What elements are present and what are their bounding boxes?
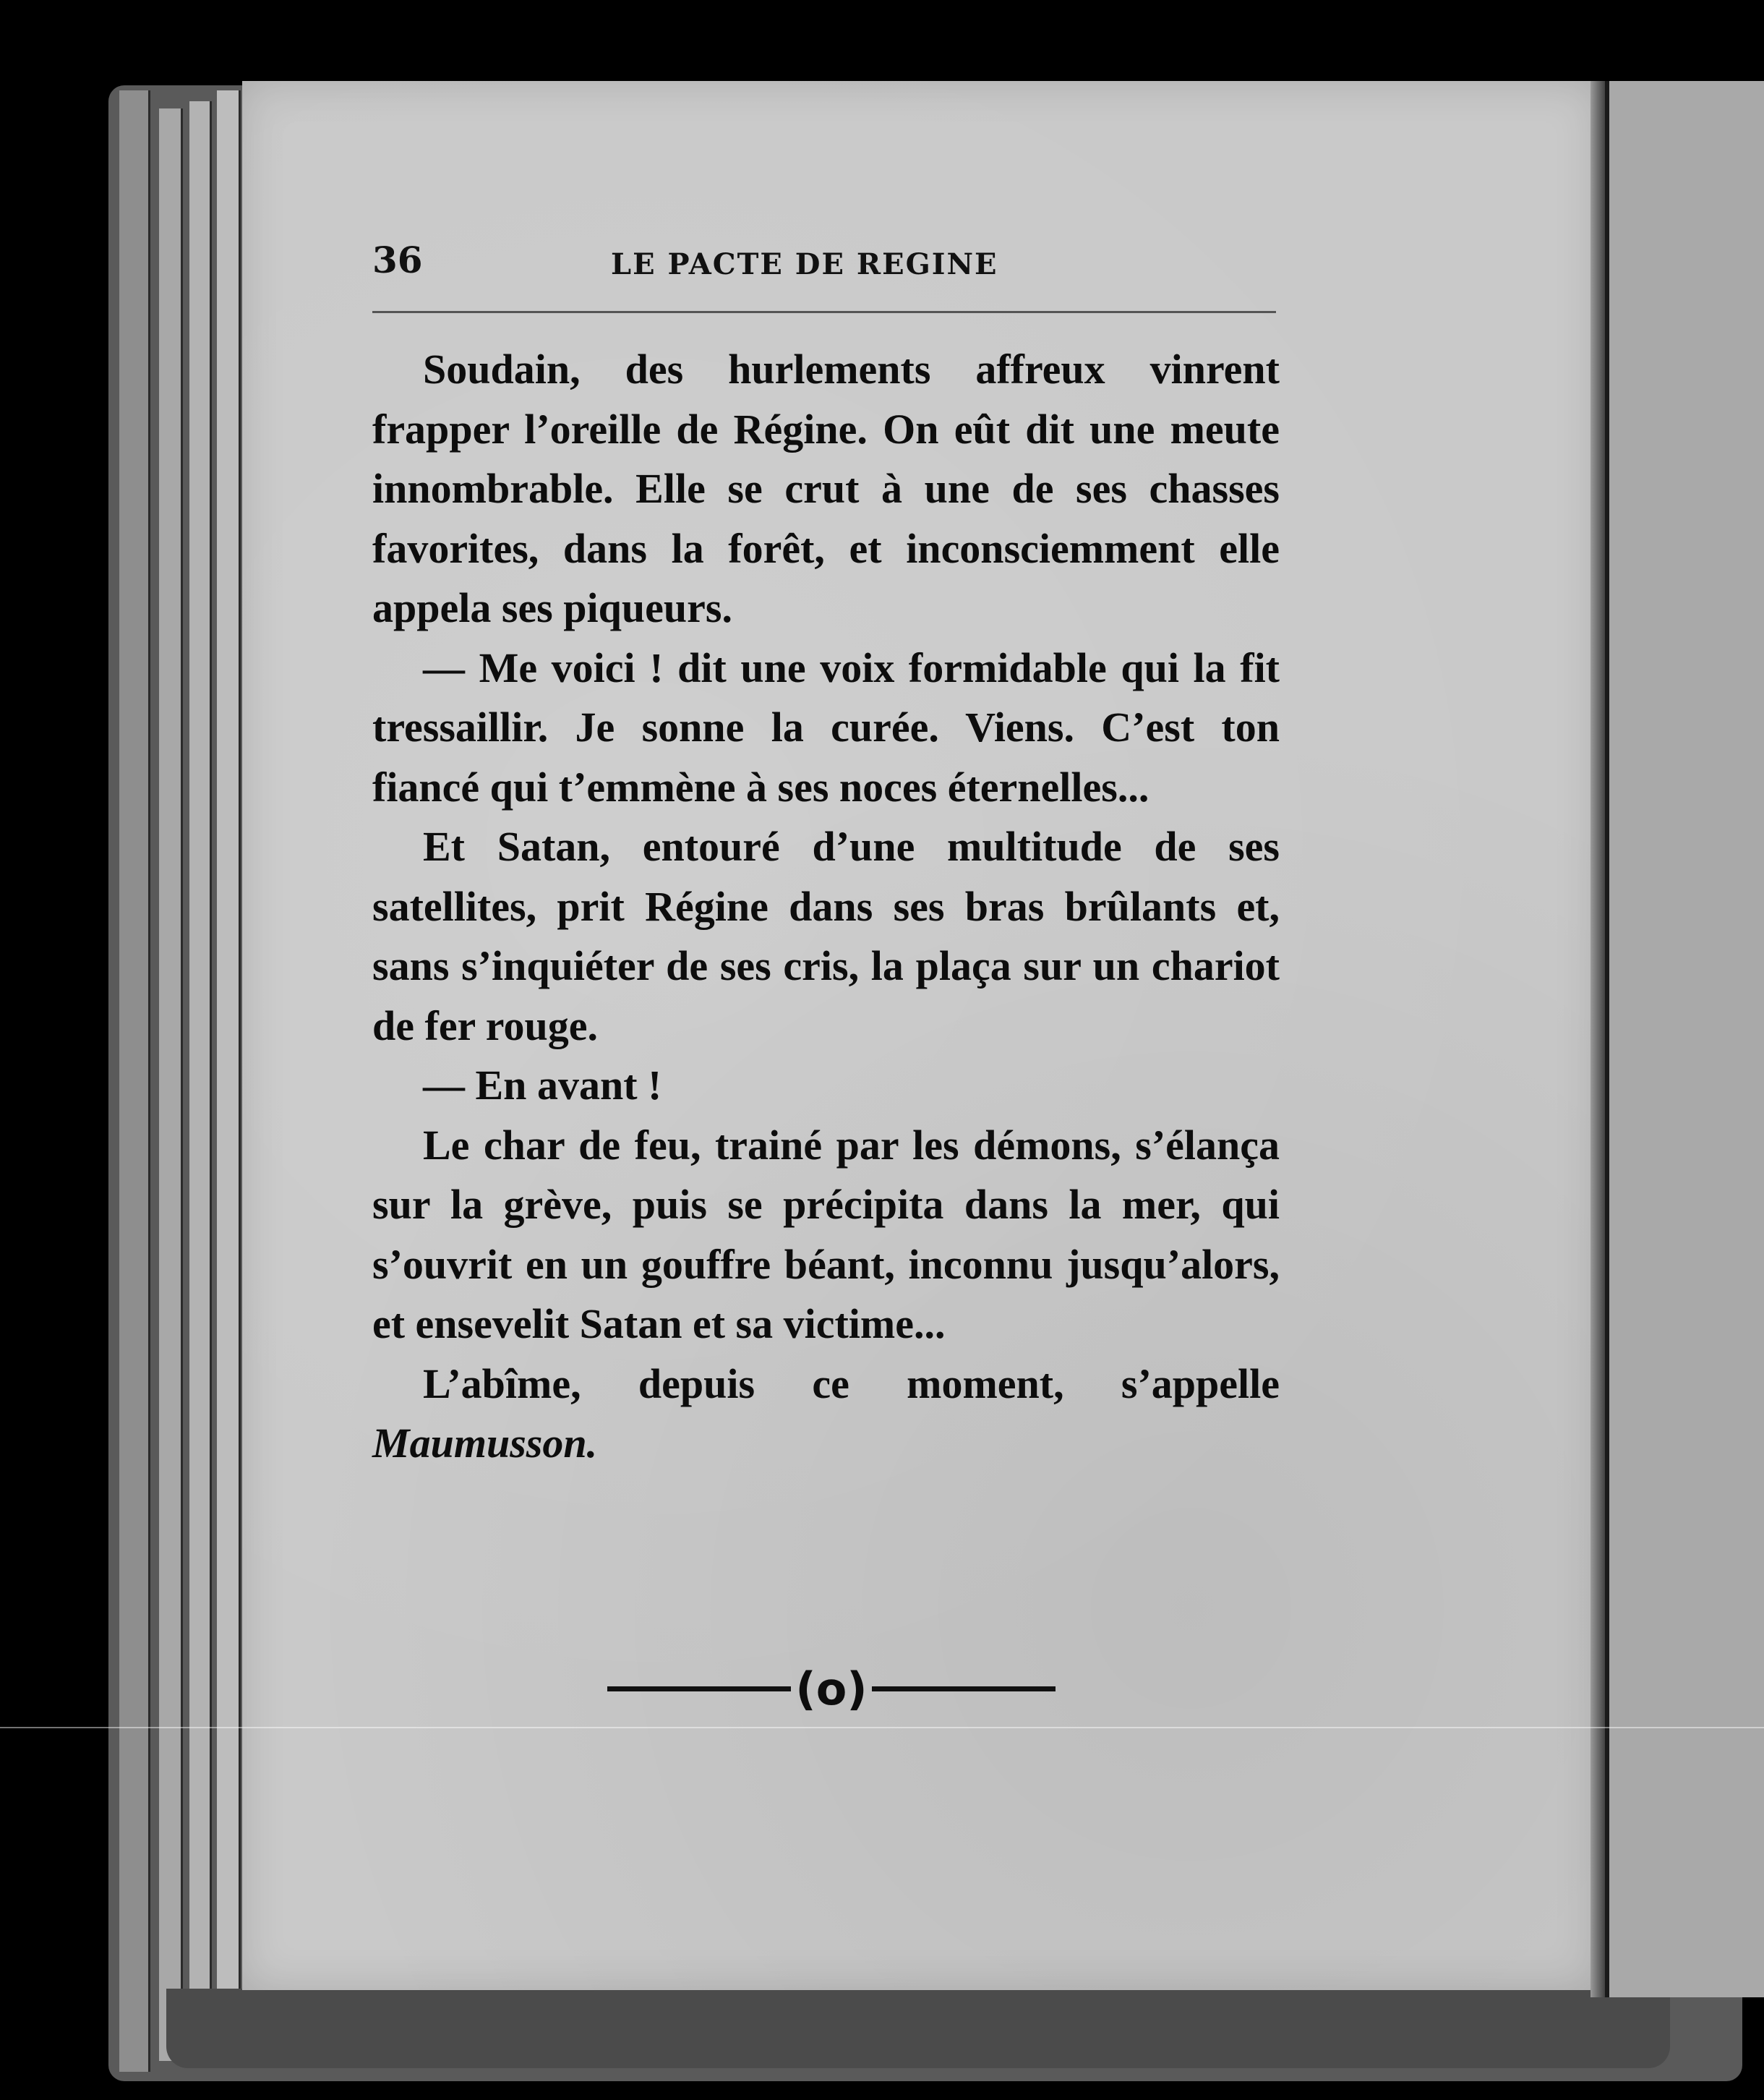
final-paragraph-text: L’abîme, depuis ce moment, s’appelle <box>423 1360 1280 1407</box>
book-bottom-edge <box>166 1989 1670 2068</box>
scan-artifact-line <box>0 1727 1764 1728</box>
final-paragraph <box>372 1354 1280 1474</box>
section-ornament <box>607 1656 1056 1721</box>
page-edge <box>189 101 212 2061</box>
facing-page <box>1605 81 1764 1997</box>
page-header <box>372 239 1283 289</box>
italic-word: Maumusson. <box>372 1420 598 1467</box>
paragraph: Le char de feu, trainé par les démons, s’élança sur la grève, puis se précipita dans la mer, qui s’ouvrit en un gouffre béant, inconnu jusqu’alors, et ensevelit Satan et sa victime... <box>372 1121 1280 1347</box>
paragraph: Soudain, des hurlements affreux vinrent frapper l’oreille de Régine. On eût dit une meute innombrable. Elle se crut à une de ses chasses favorites, dans la forêt, et inconsciemment elle appela ses piqueurs. <box>372 346 1280 631</box>
header-rule <box>372 311 1276 313</box>
paragraph: — En avant ! <box>423 1062 662 1109</box>
paragraph: Et Satan, entouré d’une multitude de ses satellites, prit Régine dans ses bras brûlants et, sans s’inquiéter de ses cris, la plaça sur un chariot de fer rouge. <box>372 823 1280 1049</box>
ornament-line-right <box>872 1686 1056 1691</box>
ornament-line-left <box>607 1686 791 1691</box>
book-gutter <box>1590 81 1606 1997</box>
running-head: LE PACTE DE REGINE <box>611 247 998 281</box>
page-edge <box>119 90 150 2072</box>
ornament-mark: (o) <box>795 1662 868 1715</box>
paragraph: — Me voici ! dit une voix formidable qui la fit tressaillir. Je sonne la curée. Viens. C’est ton fiancé qui t’emmène à ses noces éternelles... <box>372 644 1280 811</box>
page-number: 36 <box>372 239 423 281</box>
page-edge <box>217 90 241 2065</box>
page-edge <box>159 108 183 2061</box>
body-text <box>372 340 1280 1474</box>
